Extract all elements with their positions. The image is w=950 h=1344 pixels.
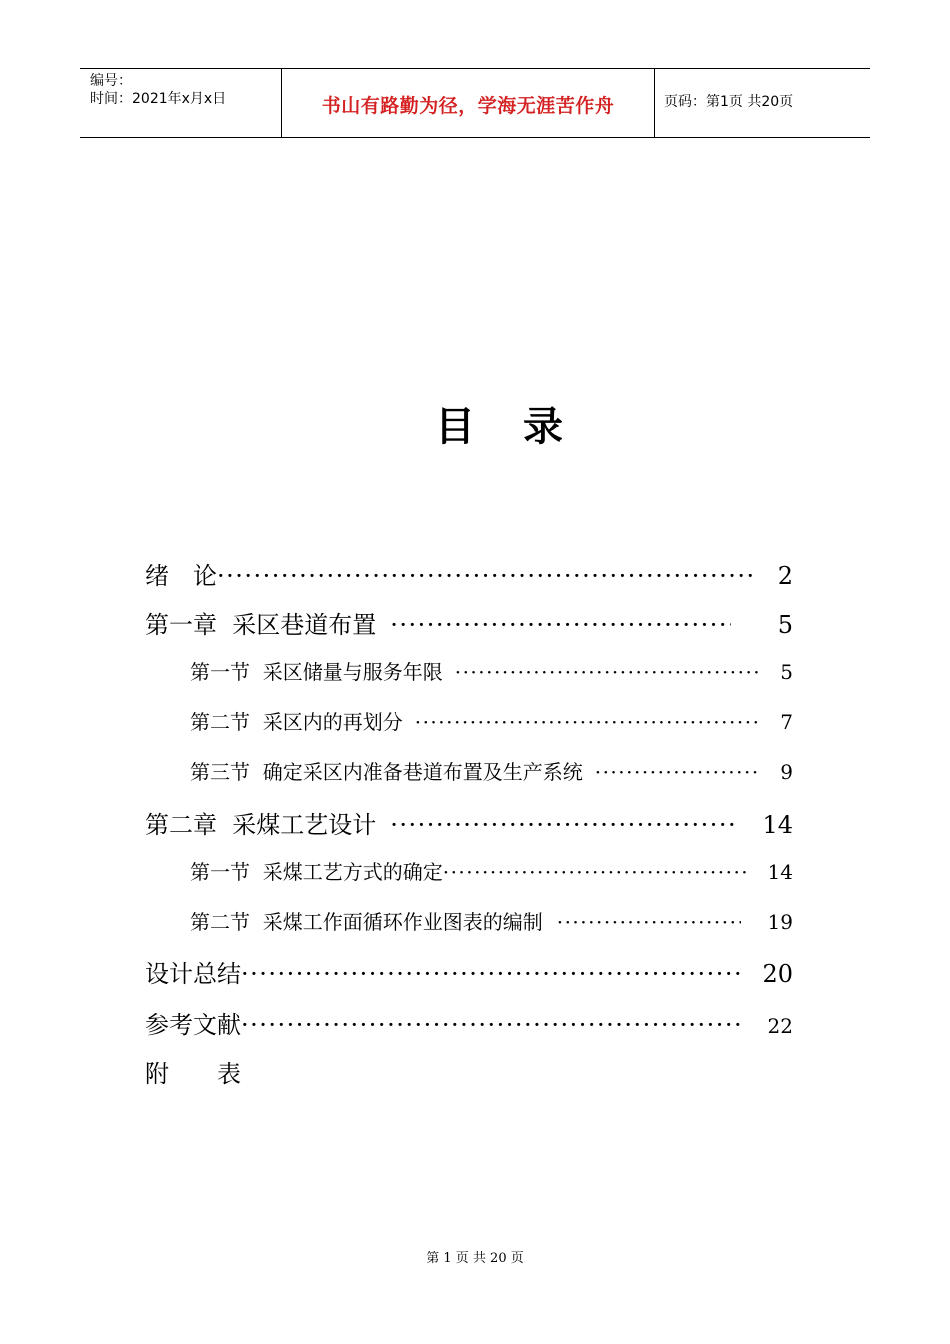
toc-entry-label: 第二章 采煤工艺设计 <box>145 811 377 839</box>
toc-entry-label: 附 表 <box>145 1060 241 1088</box>
toc-leader <box>557 910 741 934</box>
toc-entry-page: 14 <box>767 860 793 884</box>
toc-entry[interactable] <box>145 1005 793 1039</box>
toc-entry[interactable] <box>145 605 793 639</box>
toc-entry[interactable] <box>145 954 793 988</box>
toc-entry-label: 参考文献 <box>145 1011 241 1039</box>
toc-leader <box>390 611 731 639</box>
toc-entry[interactable] <box>190 656 793 686</box>
toc-entry-page: 22 <box>767 1014 793 1038</box>
toc-entry-label: 绪 论 <box>145 562 217 590</box>
toc-leader <box>241 1011 745 1039</box>
toc-leader <box>595 760 759 784</box>
toc-leader <box>455 660 759 684</box>
toc-entry-label: 第二节 采区内的再划分 <box>190 710 403 734</box>
toc-entry[interactable] <box>190 856 793 886</box>
number-label: 编号： <box>90 73 132 89</box>
toc-entry[interactable] <box>145 1054 793 1088</box>
toc-entry-page: 19 <box>767 910 793 934</box>
toc-entry-label: 第二节 采煤工作面循环作业图表的编制 <box>190 910 543 934</box>
toc-entry[interactable] <box>190 756 793 786</box>
toc-entry[interactable] <box>145 805 793 839</box>
toc-entry[interactable] <box>190 906 793 936</box>
header-table <box>80 68 870 138</box>
motto: 书山有路勤为径，学海无涯苦作舟 <box>321 95 615 117</box>
toc-leader <box>443 860 749 884</box>
toc-entry-page: 5 <box>777 611 793 639</box>
toc-entry-label: 第一节 采区储量与服务年限 <box>190 660 443 684</box>
toc-entry-page: 5 <box>780 660 793 684</box>
toc-leader <box>217 562 753 590</box>
toc-leader <box>415 710 759 734</box>
toc-entry[interactable] <box>145 556 793 590</box>
time-label: 时间：2021年x月x日 <box>90 91 227 107</box>
toc-entry-label: 第一章 采区巷道布置 <box>145 611 377 639</box>
toc-entry[interactable] <box>190 706 793 736</box>
toc-leader <box>390 811 739 839</box>
toc-entry-label: 第三节 确定采区内准备巷道布置及生产系统 <box>190 760 583 784</box>
page-info: 页码：第1页 共20页 <box>664 94 794 110</box>
toc-entry-page: 9 <box>780 760 793 784</box>
page-title: 目录 <box>435 404 611 450</box>
header-right-cell <box>655 69 870 137</box>
toc-entry-label: 设计总结 <box>145 960 241 988</box>
toc-leader <box>241 960 745 988</box>
page-footer: 第 1 页 共 20 页 <box>426 1251 524 1266</box>
toc-entry-page: 14 <box>762 811 793 839</box>
toc-entry-page: 7 <box>780 710 793 734</box>
toc-entry-page: 20 <box>762 960 793 988</box>
header-left-cell <box>80 69 281 137</box>
header-center-cell <box>281 69 655 137</box>
toc-entry-label: 第一节 采煤工艺方式的确定 <box>190 860 443 884</box>
toc-entry-page: 2 <box>777 562 793 590</box>
